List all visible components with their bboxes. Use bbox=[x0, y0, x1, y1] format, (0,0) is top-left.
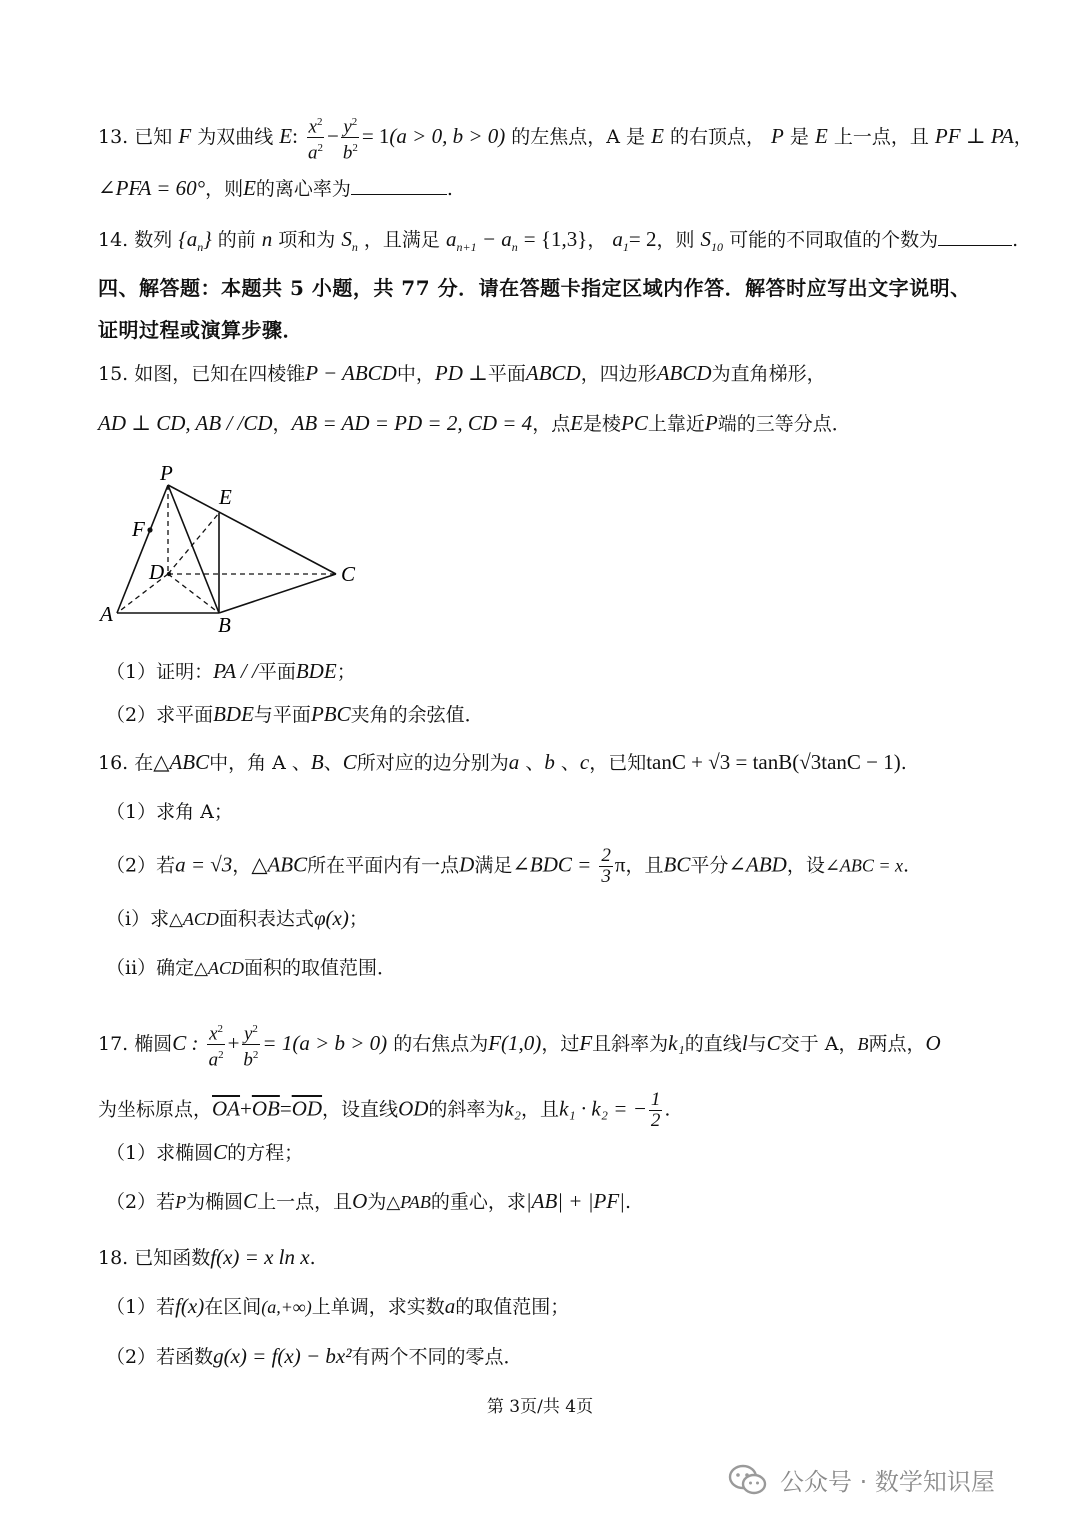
label-A: A bbox=[100, 602, 113, 626]
q16-part2-ii: （ii）确定△ACD面积的取值范围． bbox=[106, 957, 397, 979]
q18-part2: （2）若函数g(x) = f(x) − bx²有两个不同的零点． bbox=[106, 1344, 523, 1368]
edge-BC bbox=[219, 574, 336, 613]
q16-part1: （1）求角 A； bbox=[106, 801, 233, 823]
q18-part1: （1）若f(x)在区间(a,+∞)上单调，求实数a的取值范围； bbox=[106, 1294, 570, 1318]
answer-blank bbox=[351, 176, 447, 195]
q17-line1: 17. 椭圆C : $\frac{x^2}{a^2}$ + $\frac{y^2}{b^2}$ = 1(a > b > 0) 的右焦点为F(1,0)，过F且斜率为k₁的直线l与C交于 A，B两点，O bbox=[98, 1019, 941, 1071]
watermark-text: 公众号 · 数学知识屋 bbox=[780, 1468, 995, 1496]
fraction-1-2: $\frac{1}{2}$ bbox=[650, 1089, 661, 1131]
section-heading-cont: 证明过程或演算步骤． bbox=[98, 318, 303, 342]
label-E: E bbox=[219, 485, 232, 509]
label-B: B bbox=[218, 613, 231, 637]
wechat-icon bbox=[728, 1464, 768, 1496]
q14-line: 14. 数列 $\{a_n\}$ 的前 n 项和为 $S_n$ ，且满足 $a_{n+1} - a_n = \{1,3\}$， $a_1= 2$，则 $S_{10}$ 可能的不同取值的个数为 . bbox=[98, 227, 1019, 255]
q17-part1: （1）求椭圆C的方程； bbox=[106, 1140, 304, 1164]
edge-PB bbox=[168, 485, 219, 613]
fraction-y2-b2: $\frac{y^2}{b^2}$ bbox=[341, 112, 360, 164]
section-heading: 四、解答题：本题共 5 小题，共 77 分．请在答题卡指定区域内作答．解答时应写出文字说明、 bbox=[98, 276, 971, 300]
q13-line1: 13. 已知 F 为双曲线 E: $\frac{x^2}{a^2}$ − $\frac{y^2}{b^2}$ = 1(a > 0, b > 0) 的左焦点，A 是 E 的右顶点， P 是 E 上一点，且 PF ⊥ PA， bbox=[98, 112, 1033, 164]
q16-part2-i: （i）求△ACD面积表达式φ(x)； bbox=[106, 906, 368, 930]
q16-part2: （2）若a = √3，△ABC所在平面内有一点D满足∠BDC = $\frac{2}{3}$ π，且BC平分∠ABD，设∠ABC = x. bbox=[106, 845, 910, 887]
q17-part2: （2）若P为椭圆C上一点，且O为△PAB的重心，求|AB| + |PF|. bbox=[106, 1189, 631, 1213]
q15-part1: （1）证明：PA / /平面BDE； bbox=[106, 659, 356, 683]
page-footer: 第 3页/共 4页 bbox=[486, 1397, 594, 1417]
pyramid-figure bbox=[95, 458, 375, 638]
label-D: D bbox=[149, 560, 165, 584]
segment-DE bbox=[168, 513, 219, 574]
fraction-y2-b2: $\frac{y^2}{b^2}$ bbox=[241, 1019, 260, 1071]
label-F: F bbox=[132, 517, 145, 541]
watermark bbox=[728, 1462, 995, 1497]
q18-line1: 18. 已知函数f(x) = x ln x. bbox=[98, 1245, 316, 1269]
fraction-x2-a2: $\frac{x^2}{a^2}$ bbox=[207, 1019, 226, 1071]
edge-PA bbox=[117, 485, 168, 613]
q15-line1: 15. 如图，已知在四棱锥P − ABCD中，PD ⊥平面ABCD，四边形ABCD为直角梯形， bbox=[98, 361, 826, 385]
label-C: C bbox=[341, 562, 356, 586]
fraction-2-3: $\frac{2}{3}$ bbox=[601, 845, 611, 887]
q17-line2: 为坐标原点，$\overline{OA}+\overline{OB}=\overline{OD}$，设直线OD的斜率为k₂，且k₁ · k₂ = − $\frac{1}{2}$ . bbox=[98, 1089, 671, 1131]
fraction-x2-a2: $\frac{x^2}{a^2}$ bbox=[306, 112, 325, 164]
q16-line1: 16. 在△ABC中，角 A 、B、C所对应的边分别为a 、b 、c，已知tanC + √3 = tanB(√3tanC − 1). bbox=[98, 750, 907, 774]
q15-part2: （2）求平面BDE与平面PBC夹角的余弦值． bbox=[106, 702, 484, 726]
question-number: 13. bbox=[98, 125, 129, 148]
edge-PC bbox=[168, 485, 336, 574]
point-D bbox=[167, 572, 171, 576]
q13-line2: ∠PFA = 60°，则E的离心率为 . bbox=[98, 176, 453, 200]
point-F bbox=[147, 527, 152, 532]
answer-blank bbox=[938, 227, 1012, 246]
label-P: P bbox=[160, 461, 173, 485]
q15-line2: AD ⊥ CD, AB / /CD，AB = AD = PD = 2, CD = 4，点E是棱PC上靠近P端的三等分点． bbox=[98, 411, 851, 435]
